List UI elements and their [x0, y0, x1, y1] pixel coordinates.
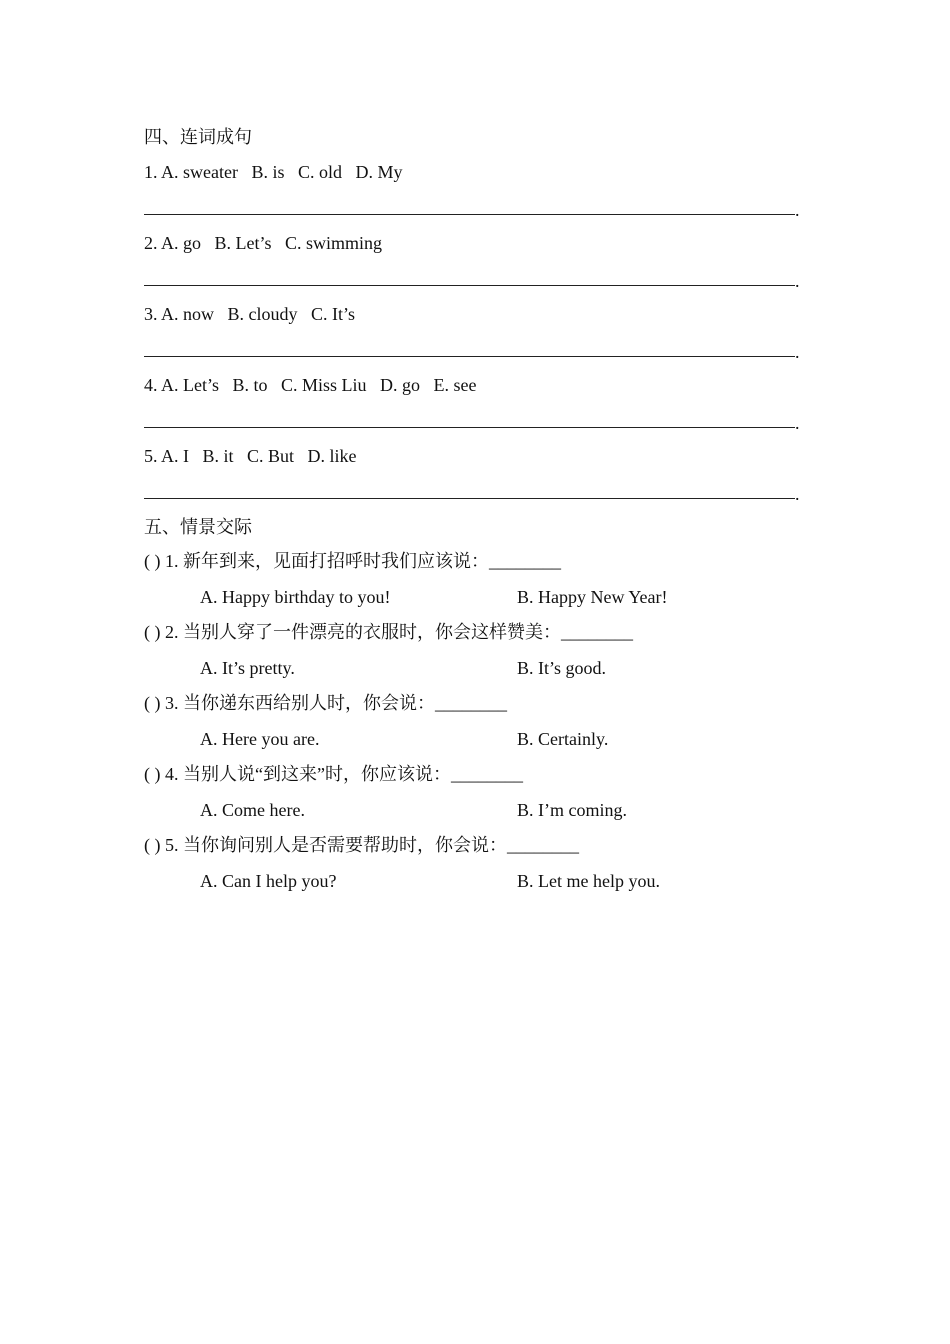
dialogue-option-b-4: B. I’m coming.	[517, 800, 627, 820]
answer-period-2: .	[795, 271, 800, 291]
answer-line-3[interactable]	[144, 356, 795, 357]
answer-line-5[interactable]	[144, 498, 795, 499]
dialogue-question-5: ( ) 5. 当你询问别人是否需要帮助时，你会说：________	[144, 835, 579, 855]
dialogue-question-2: ( ) 2. 当别人穿了一件漂亮的衣服时，你会这样赞美：________	[144, 622, 633, 642]
section-5-title: 五、情景交际	[144, 517, 252, 537]
dialogue-question-3: ( ) 3. 当你递东西给别人时，你会说：________	[144, 693, 507, 713]
dialogue-option-b-1: B. Happy New Year!	[517, 587, 668, 607]
dialogue-question-1: ( ) 1. 新年到来，见面打招呼时我们应该说：________	[144, 551, 561, 571]
answer-line-2[interactable]	[144, 285, 795, 286]
reorder-item-2: 2. A. go B. Let’s C. swimming	[144, 233, 383, 253]
dialogue-option-b-2: B. It’s good.	[517, 658, 607, 678]
section-4-title: 四、连词成句	[144, 127, 252, 147]
reorder-item-4: 4. A. Let’s B. to C. Miss Liu D. go E. see	[144, 375, 477, 395]
dialogue-option-a-4: A. Come here.	[200, 800, 305, 820]
answer-period-1: .	[795, 200, 800, 220]
answer-period-5: .	[795, 484, 800, 504]
dialogue-option-b-5: B. Let me help you.	[517, 871, 660, 891]
answer-period-3: .	[795, 342, 800, 362]
dialogue-option-a-1: A. Happy birthday to you!	[200, 587, 391, 607]
dialogue-question-4: ( ) 4. 当别人说“到这来”时，你应该说：________	[144, 764, 523, 784]
dialogue-option-a-5: A. Can I help you?	[200, 871, 337, 891]
reorder-item-5: 5. A. I B. it C. But D. like	[144, 446, 357, 466]
dialogue-option-a-2: A. It’s pretty.	[200, 658, 295, 678]
dialogue-option-a-3: A. Here you are.	[200, 729, 320, 749]
answer-line-1[interactable]	[144, 214, 795, 215]
reorder-item-1: 1. A. sweater B. is C. old D. My	[144, 162, 403, 182]
reorder-item-3: 3. A. now B. cloudy C. It’s	[144, 304, 356, 324]
dialogue-option-b-3: B. Certainly.	[517, 729, 609, 749]
answer-period-4: .	[795, 413, 800, 433]
answer-line-4[interactable]	[144, 427, 795, 428]
